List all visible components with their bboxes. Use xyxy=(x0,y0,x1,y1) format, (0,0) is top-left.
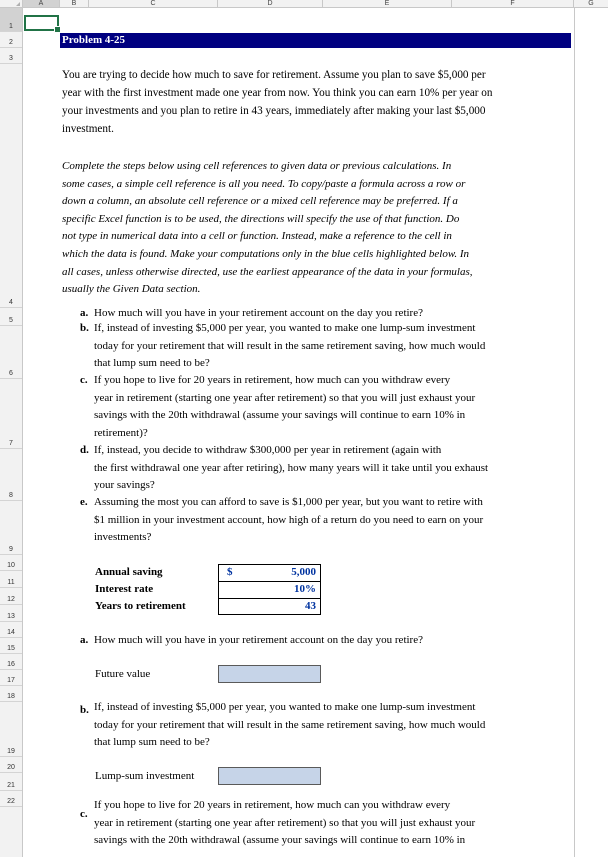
question-line: year in retirement (starting one year after retirement) so that you will just exhaust your xyxy=(94,816,476,829)
column-header-e[interactable]: E xyxy=(323,0,452,7)
question-letter: b. xyxy=(80,322,89,334)
row-header[interactable]: 3 xyxy=(0,48,22,64)
column-header-c[interactable]: C xyxy=(89,0,218,7)
row-header[interactable]: 18 xyxy=(0,686,22,702)
question-letter: b. xyxy=(80,704,89,716)
question-line: retirement)? xyxy=(94,426,148,439)
column-header-d[interactable]: D xyxy=(218,0,323,7)
row-header[interactable]: 17 xyxy=(0,670,22,686)
question-line: investments? xyxy=(94,531,152,543)
intro-line: You are trying to decide how much to save for retirement. Assume you plan to save $5,000 per xyxy=(62,69,486,81)
question-line: $1 million in your investment account, how high of a return do you need to earn on your xyxy=(94,513,484,526)
question-letter: a. xyxy=(80,307,89,319)
years-to-retirement-value[interactable]: 43 xyxy=(305,600,316,612)
question-line: How much will you have in your retirement account on the day you retire? xyxy=(94,634,423,646)
question-letter: e. xyxy=(80,496,88,508)
question-d xyxy=(80,442,570,495)
question-letter: d. xyxy=(80,444,89,456)
dollar-sign: $ xyxy=(227,566,233,578)
question-line: If, instead of investing $5,000 per year, you wanted to make one lump-sum investment xyxy=(94,322,476,334)
instructions-line: usually the Given Data section. xyxy=(62,283,201,296)
question-line: savings with the 20th withdrawal (assume your savings will continue to earn 10% in xyxy=(94,834,466,846)
intro-line: your investments and you plan to retire in 43 years, immediately after making your last $5,000 xyxy=(62,105,486,117)
question-b xyxy=(80,320,570,373)
row-header[interactable]: 20 xyxy=(0,757,22,773)
row-header-bar xyxy=(0,8,23,857)
row-header[interactable]: 10 xyxy=(0,555,22,571)
row-header[interactable]: 5 xyxy=(0,308,22,326)
row-header[interactable]: 4 xyxy=(0,64,22,308)
interest-rate-value[interactable]: 10% xyxy=(294,583,316,595)
row-header[interactable]: 16 xyxy=(0,654,22,670)
row-header[interactable]: 1 xyxy=(0,8,22,32)
column-header-bar xyxy=(0,0,608,8)
section-a-question xyxy=(80,632,570,650)
instructions-line: not type in numerical data into a cell or function. Instead, make a reference to the cell in xyxy=(62,230,452,243)
intro-paragraph xyxy=(62,66,572,138)
question-line: savings with the 20th withdrawal (assume your savings will continue to earn 10% in xyxy=(94,409,466,421)
question-line: today for your retirement that will result in the same retirement saving, how much would xyxy=(94,718,486,731)
column-header-f[interactable]: F xyxy=(452,0,574,7)
row-header[interactable]: 6 xyxy=(0,326,22,379)
question-line: If, instead, you decide to withdraw $300,000 per year in retirement (again with xyxy=(94,444,442,456)
question-line: year in retirement (starting one year after retirement) so that you will just exhaust your xyxy=(94,391,476,404)
active-cell-a1[interactable] xyxy=(24,15,59,31)
row-header[interactable]: 11 xyxy=(0,571,22,588)
problem-title: Problem 4-25 xyxy=(60,33,571,48)
question-line: If you hope to live for 20 years in retirement, how much can you withdraw every xyxy=(94,374,451,386)
section-c-question xyxy=(80,797,570,850)
instructions-line: which the data is found. Make your computations only in the blue cells highlighted below. In xyxy=(62,247,470,260)
section-b-question xyxy=(80,699,570,752)
annual-saving-label: Annual saving xyxy=(95,566,163,578)
question-line: your savings? xyxy=(94,479,155,491)
intro-line: year with the first investment made one year from now. You think you can earn 10% per year on xyxy=(62,87,493,99)
row-header[interactable]: 9 xyxy=(0,501,22,555)
question-letter: a. xyxy=(80,634,89,646)
instructions-paragraph xyxy=(62,158,572,299)
row-header[interactable]: 2 xyxy=(0,32,22,48)
lump-sum-investment-input[interactable] xyxy=(218,767,321,785)
question-line: If you hope to live for 20 years in retirement, how much can you withdraw every xyxy=(94,799,451,811)
given-data-box xyxy=(218,564,321,615)
instructions-line: specific Excel function is to be used, the directions will specify the use of that function. Do xyxy=(62,212,460,225)
question-line: How much will you have in your retirement account on the day you retire? xyxy=(94,307,423,319)
row-header[interactable]: 21 xyxy=(0,773,22,791)
question-line: Assuming the most you can afford to save is $1,000 per year, but you want to retire with xyxy=(94,496,483,508)
row-header[interactable]: 13 xyxy=(0,605,22,622)
select-all-corner[interactable] xyxy=(0,0,23,7)
years-to-retirement-label: Years to retirement xyxy=(95,600,186,612)
intro-line: investment. xyxy=(62,123,114,135)
instructions-line: Complete the steps below using cell references to given data or previous calculations. In xyxy=(62,160,452,172)
question-e xyxy=(80,494,570,547)
future-value-label: Future value xyxy=(95,668,151,680)
question-line: If, instead of investing $5,000 per year, you wanted to make one lump-sum investment xyxy=(94,701,476,713)
row-header[interactable]: 12 xyxy=(0,588,22,605)
column-f-right-border xyxy=(574,8,575,857)
question-line: that lump sum need to be? xyxy=(94,736,210,748)
question-line: the first withdrawal one year after retiring), how many years will it take until you exhaust xyxy=(94,461,489,474)
row-header[interactable]: 15 xyxy=(0,638,22,654)
row-header[interactable]: 7 xyxy=(0,379,22,449)
question-letter: c. xyxy=(80,808,88,820)
annual-saving-value[interactable]: 5,000 xyxy=(291,566,316,578)
interest-rate-label: Interest rate xyxy=(95,583,154,595)
row-header[interactable]: 8 xyxy=(0,449,22,501)
column-header-a[interactable]: A xyxy=(23,0,60,7)
column-header-b[interactable]: B xyxy=(60,0,89,7)
instructions-line: all cases, unless otherwise directed, use the earliest appearance of the data in your formulas, xyxy=(62,265,473,278)
row-header[interactable]: 19 xyxy=(0,702,22,757)
lump-sum-investment-label: Lump-sum investment xyxy=(95,770,195,782)
instructions-line: down a column, an absolute cell reference or a mixed cell reference may be preferred. If a xyxy=(62,195,458,208)
column-header-g[interactable]: G xyxy=(588,0,594,7)
future-value-input[interactable] xyxy=(218,665,321,683)
row-header[interactable]: 22 xyxy=(0,791,22,807)
question-letter: c. xyxy=(80,374,88,386)
question-line: today for your retirement that will result in the same retirement saving, how much would xyxy=(94,339,486,352)
row-header[interactable]: 14 xyxy=(0,622,22,638)
question-c xyxy=(80,372,570,442)
instructions-line: some cases, a simple cell reference is all you need. To copy/paste a formula across a row or xyxy=(62,177,466,190)
question-line: that lump sum need to be? xyxy=(94,357,210,369)
